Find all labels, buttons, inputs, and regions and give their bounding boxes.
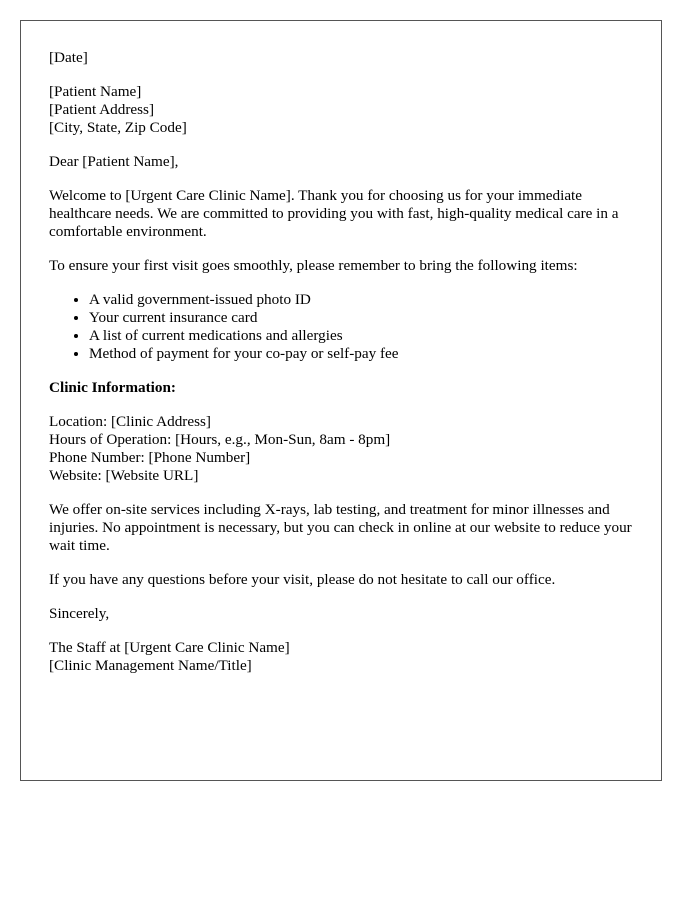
signature-line-staff: The Staff at [Urgent Care Clinic Name] <box>49 639 290 656</box>
clinic-info-block <box>49 413 633 485</box>
signature-block <box>49 639 633 675</box>
clinic-website: Website: [Website URL] <box>49 467 199 484</box>
checklist-item: • Your current insurance card <box>89 309 633 327</box>
intro-paragraph: Welcome to [Urgent Care Clinic Name]. Thank you for choosing us for your immediate healthcare needs. We are committed to providing you with fast, high-quality medical care in a comfortable environment. <box>49 187 619 240</box>
recipient-address-block <box>49 83 633 137</box>
signature-line-management: [Clinic Management Name/Title] <box>49 657 252 674</box>
checklist-item: • A valid government-issued photo ID <box>89 291 633 309</box>
clinic-phone: Phone Number: [Phone Number] <box>49 449 251 466</box>
letter-date: [Date] <box>49 49 88 66</box>
clinic-info-heading: Clinic Information: <box>49 379 176 396</box>
clinic-location: Location: [Clinic Address] <box>49 413 211 430</box>
recipient-address: [Patient Address] <box>49 101 155 118</box>
letter-page <box>20 20 662 781</box>
clinic-hours: Hours of Operation: [Hours, e.g., Mon-Sun, 8am - 8pm] <box>49 431 391 448</box>
checklist <box>49 291 633 363</box>
recipient-name: [Patient Name] <box>49 83 142 100</box>
services-paragraph: We offer on-site services including X-rays, lab testing, and treatment for minor illnesses and injuries. No appointment is necessary, but you can check in online at our website to reduce your wait time. <box>49 501 632 554</box>
closing: Sincerely, <box>49 605 110 622</box>
recipient-city-state-zip: [City, State, Zip Code] <box>49 119 187 136</box>
checklist-item: • A list of current medications and allergies <box>89 327 633 345</box>
questions-paragraph: If you have any questions before your visit, please do not hesitate to call our office. <box>49 571 556 588</box>
checklist-intro: To ensure your first visit goes smoothly, please remember to bring the following items: <box>49 257 578 274</box>
salutation: Dear [Patient Name], <box>49 153 179 170</box>
checklist-item: • Method of payment for your co-pay or self-pay fee <box>89 345 633 363</box>
